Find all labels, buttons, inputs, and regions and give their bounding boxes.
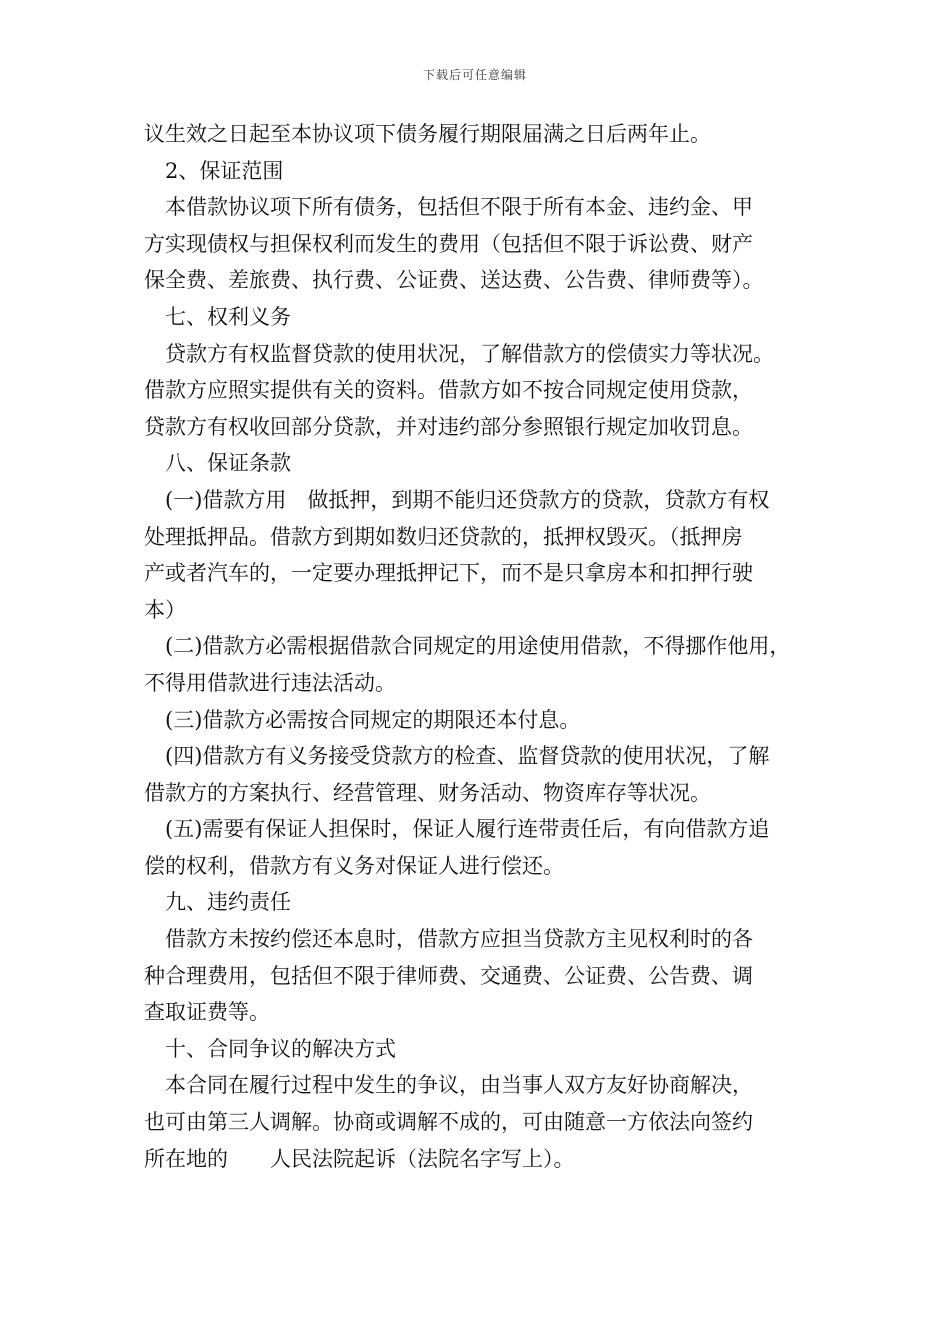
text-line: 贷款方有权收回部分贷款，并对违约部分参照银行规定加收罚息。 xyxy=(144,414,753,439)
text-line: 所在地的 人民法院起诉（法院名字写上）。 xyxy=(144,1146,575,1171)
text-line: 本借款协议项下所有债务，包括但不限于所有本金、违约金、甲 xyxy=(165,195,753,220)
text-line: 贷款方有权监督贷款的使用状况，了解借款方的偿债实力等状况。 xyxy=(165,341,774,366)
text-line: 方实现债权与担保权利而发生的费用（包括但不限于诉讼费、财产 xyxy=(144,231,753,256)
text-line: 借款方未按约偿还本息时，借款方应担当贷款方主见权利时的各 xyxy=(165,927,753,952)
text-line: 八、保证条款 xyxy=(165,451,291,476)
document-body xyxy=(144,116,814,1177)
text-line: 产或者汽车的，一定要办理抵押记下，而不是只拿房本和扣押行驶 xyxy=(144,561,753,586)
text-line: (二)借款方必需根据借款合同规定的用途使用借款，不得挪作他用， xyxy=(165,634,791,659)
text-line: (五)需要有保证人担保时，保证人履行连带责任后，有向借款方追 xyxy=(165,817,770,842)
text-line: 七、权利义务 xyxy=(165,304,291,329)
text-line: (四)借款方有义务接受贷款方的检查、监督贷款的使用状况，了解 xyxy=(165,744,770,769)
text-line: 种合理费用，包括但不限于律师费、交通费、公证费、公告费、调 xyxy=(144,963,753,988)
text-line: 保全费、差旅费、执行费、公证费、送达费、公告费、律师费等）。 xyxy=(144,268,764,293)
text-line: 议生效之日起至本协议项下债务履行期限届满之日后两年止。 xyxy=(144,122,711,146)
text-line: 处理抵押品。借款方到期如数归还贷款的，抵押权毁灭。（抵押房 xyxy=(144,524,743,549)
text-line: 偿的权利，借款方有义务对保证人进行偿还。 xyxy=(144,853,564,878)
text-line: 借款方应照实提供有关的资料。借款方如不按合同规定使用贷款， xyxy=(144,378,753,403)
text-line: 也可由第三人调解。协商或调解不成的，可由随意一方依法向签约 xyxy=(144,1110,753,1135)
text-line: 不得用借款进行违法活动。 xyxy=(144,670,396,695)
page-header: 下载后可任意编辑 xyxy=(422,68,527,82)
text-line: (一)借款方用 做抵押，到期不能归还贷款方的贷款，贷款方有权 xyxy=(165,487,770,512)
text-line: 2、保证范围 xyxy=(165,158,284,183)
text-line: 本合同在履行过程中发生的争议，由当事人双方友好协商解决， xyxy=(165,1073,753,1098)
text-line: 借款方的方案执行、经营管理、财务活动、物资库存等状况。 xyxy=(144,780,711,805)
text-line: 查取证费等。 xyxy=(144,1000,270,1025)
text-line: (三)借款方必需按合同规定的期限还本付息。 xyxy=(165,707,581,732)
text-line: 本） xyxy=(144,597,186,622)
text-line: 十、合同争议的解决方式 xyxy=(165,1036,396,1061)
text-line: 九、违约责任 xyxy=(165,890,291,915)
